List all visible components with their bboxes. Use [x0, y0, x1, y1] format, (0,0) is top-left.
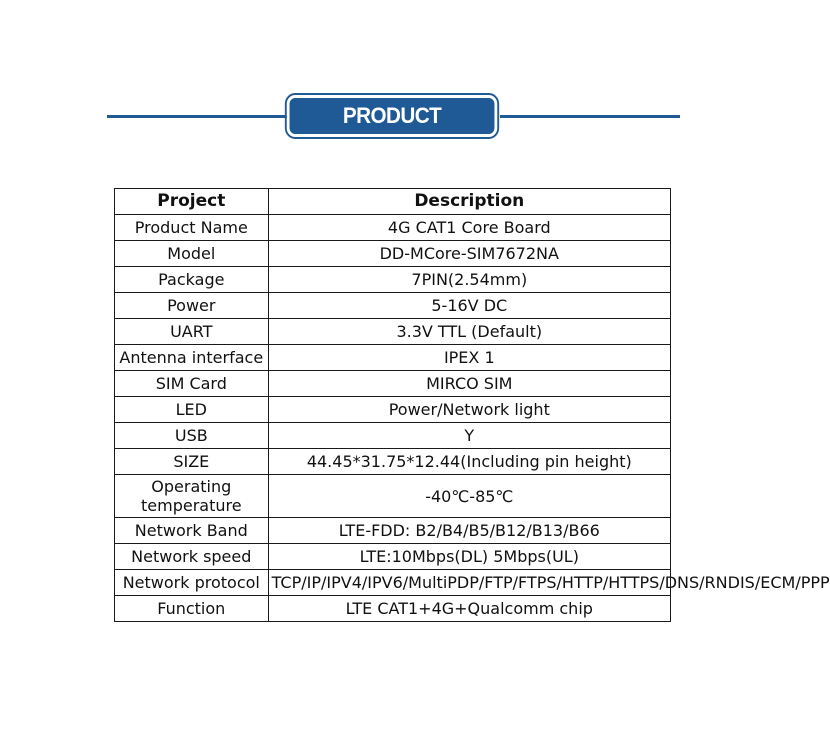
row-value: DD-MCore-SIM7672NA: [268, 241, 670, 267]
row-label: Operating temperature: [115, 475, 269, 518]
row-value: LTE-FDD: B2/B4/B5/B12/B13/B66: [268, 518, 670, 544]
row-value: 44.45*31.75*12.44(Including pin height): [268, 449, 670, 475]
row-label: Function: [115, 596, 269, 622]
table-row: [115, 475, 671, 518]
row-label: USB: [115, 423, 269, 449]
table-row: [115, 570, 671, 596]
table-header-row: [115, 189, 671, 215]
table-row: [115, 319, 671, 345]
parameters-table: [114, 188, 830, 622]
row-value: 7PIN(2.54mm): [268, 267, 670, 293]
table-row: [115, 596, 671, 622]
row-value: 5-16V DC: [268, 293, 670, 319]
row-label: UART: [115, 319, 269, 345]
page-title: PRODUCT PARAMETERS: [287, 95, 498, 137]
row-value: 3.3V TTL (Default): [268, 319, 670, 345]
table-row: [115, 345, 671, 371]
column-header-project: Project: [115, 189, 269, 215]
header-rule-right: [500, 115, 680, 118]
row-value: MIRCO SIM: [268, 371, 670, 397]
row-value: TCP/IP/IPV4/IPV6/MultiPDP/FTP/FTPS/HTTP/HTTPS/DNS/RNDIS/ECM/PPP: [268, 570, 670, 596]
column-header-description: Description: [268, 189, 670, 215]
header-rule-left: [107, 115, 289, 118]
row-label: Package: [115, 267, 269, 293]
table-row: [115, 423, 671, 449]
table-row: [115, 293, 671, 319]
row-value: -40℃-85℃: [268, 475, 670, 518]
table-row: [115, 371, 671, 397]
row-label: Antenna interface: [115, 345, 269, 371]
table-row: [115, 518, 671, 544]
table-row: [115, 267, 671, 293]
row-value: IPEX 1: [268, 345, 670, 371]
row-label: Power: [115, 293, 269, 319]
row-label: Product Name: [115, 215, 269, 241]
row-label: Network speed: [115, 544, 269, 570]
row-value: LTE:10Mbps(DL) 5Mbps(UL): [268, 544, 670, 570]
table-row: [115, 397, 671, 423]
row-label: SIZE: [115, 449, 269, 475]
row-value: Y: [268, 423, 670, 449]
table-row: [115, 215, 671, 241]
table-row: [115, 544, 671, 570]
row-value: LTE CAT1+4G+Qualcomm chip: [268, 596, 670, 622]
row-label: Model: [115, 241, 269, 267]
table-row: [115, 449, 671, 475]
row-label: LED: [115, 397, 269, 423]
row-label: Network Band: [115, 518, 269, 544]
row-label: Network protocol: [115, 570, 269, 596]
row-value: 4G CAT1 Core Board: [268, 215, 670, 241]
row-label: SIM Card: [115, 371, 269, 397]
table-row: [115, 241, 671, 267]
row-value: Power/Network light: [268, 397, 670, 423]
